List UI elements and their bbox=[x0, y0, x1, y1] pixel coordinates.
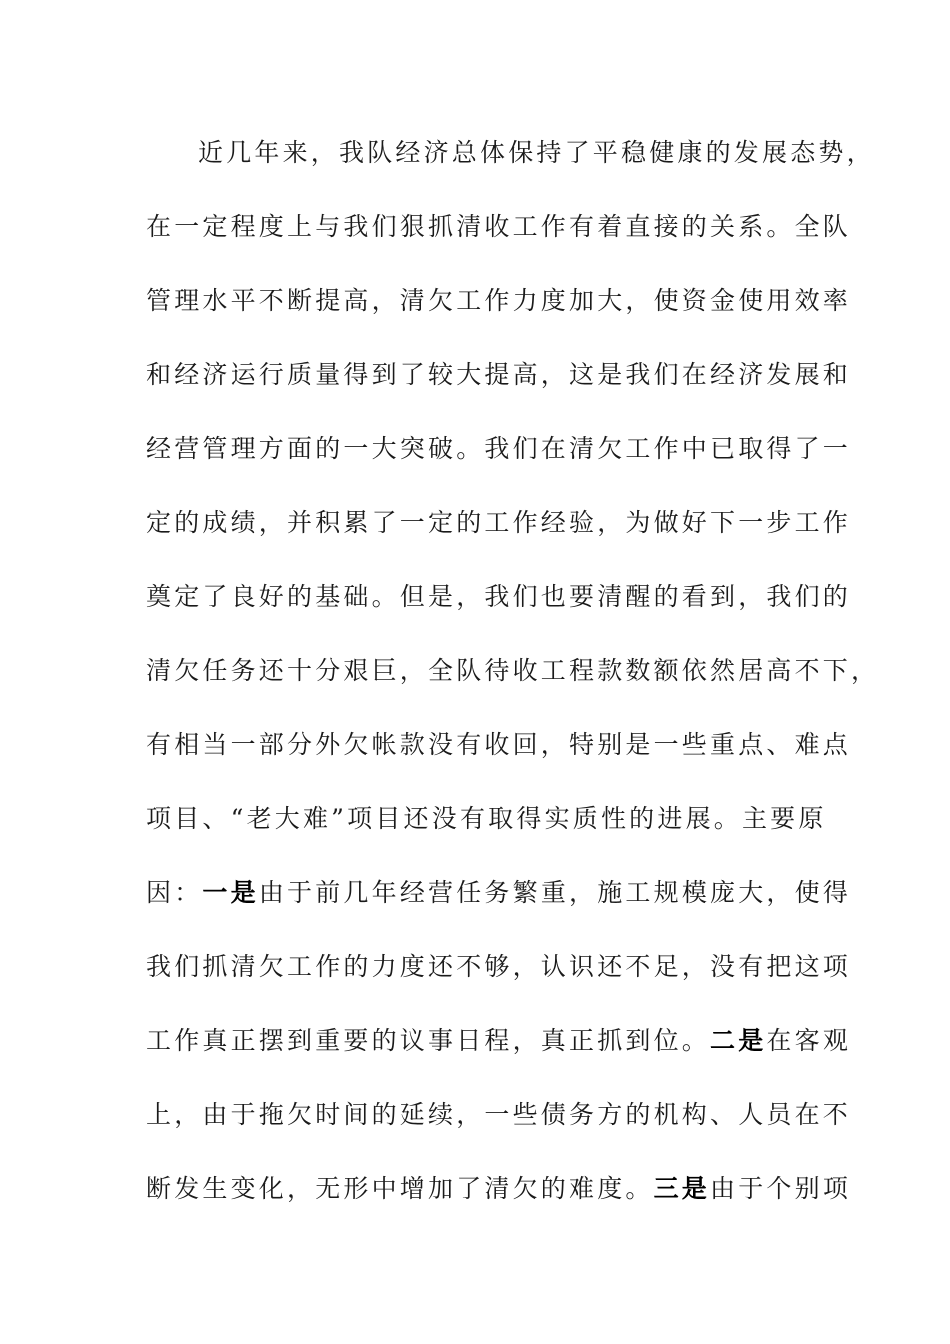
line-text: 工作真正摆到重要的议事日程，真正抓到位。 bbox=[146, 1026, 711, 1055]
paragraph-line-5: 经营管理方面的一大突破。我们在清欠工作中已取得了一 bbox=[146, 434, 852, 463]
paragraph-line-2: 在一定程度上与我们狠抓清收工作有着直接的关系。全队 bbox=[146, 212, 852, 241]
paragraph-line-12: 我们抓清欠工作的力度还不够，认识还不足，没有把这项 bbox=[146, 952, 852, 981]
paragraph-line-3: 管理水平不断提高，清欠工作力度加大，使资金使用效率 bbox=[146, 286, 852, 315]
body-paragraph bbox=[146, 128, 880, 1238]
paragraph-line-14: 上，由于拖欠时间的延续，一些债务方的机构、人员在不 bbox=[146, 1100, 852, 1129]
paragraph-line-11 bbox=[146, 868, 852, 942]
paragraph-line-15 bbox=[146, 1164, 852, 1238]
line-text: 在客观 bbox=[766, 1026, 852, 1055]
point-one-marker: 一是 bbox=[202, 878, 259, 907]
paragraph-line-6: 定的成绩，并积累了一定的工作经验，为做好下一步工作 bbox=[146, 508, 852, 537]
point-two-marker: 二是 bbox=[710, 1026, 767, 1055]
paragraph-line-10: 项目、“老大难”项目还没有取得实质性的进展。主要原 bbox=[146, 804, 827, 833]
paragraph-line-8: 清欠任务还十分艰巨，全队待收工程款数额依然居高不下， bbox=[146, 656, 880, 685]
paragraph-line-7: 奠定了良好的基础。但是，我们也要清醒的看到，我们的 bbox=[146, 582, 852, 611]
line-text: 断发生变化，无形中增加了清欠的难度。 bbox=[146, 1174, 654, 1203]
point-three-marker: 三是 bbox=[653, 1174, 711, 1203]
line-text: 因： bbox=[146, 878, 203, 907]
line-text: 由于前几年经营任务繁重，施工规模庞大，使得 bbox=[258, 878, 852, 907]
paragraph-line-13 bbox=[146, 1016, 852, 1090]
paragraph-line-1: 近几年来，我队经济总体保持了平稳健康的发展态势， bbox=[198, 138, 875, 167]
line-text: 由于个别项 bbox=[710, 1174, 852, 1203]
paragraph-line-9: 有相当一部分外欠帐款没有收回，特别是一些重点、难点 bbox=[146, 730, 852, 759]
paragraph-line-4: 和经济运行质量得到了较大提高，这是我们在经济发展和 bbox=[146, 360, 852, 389]
